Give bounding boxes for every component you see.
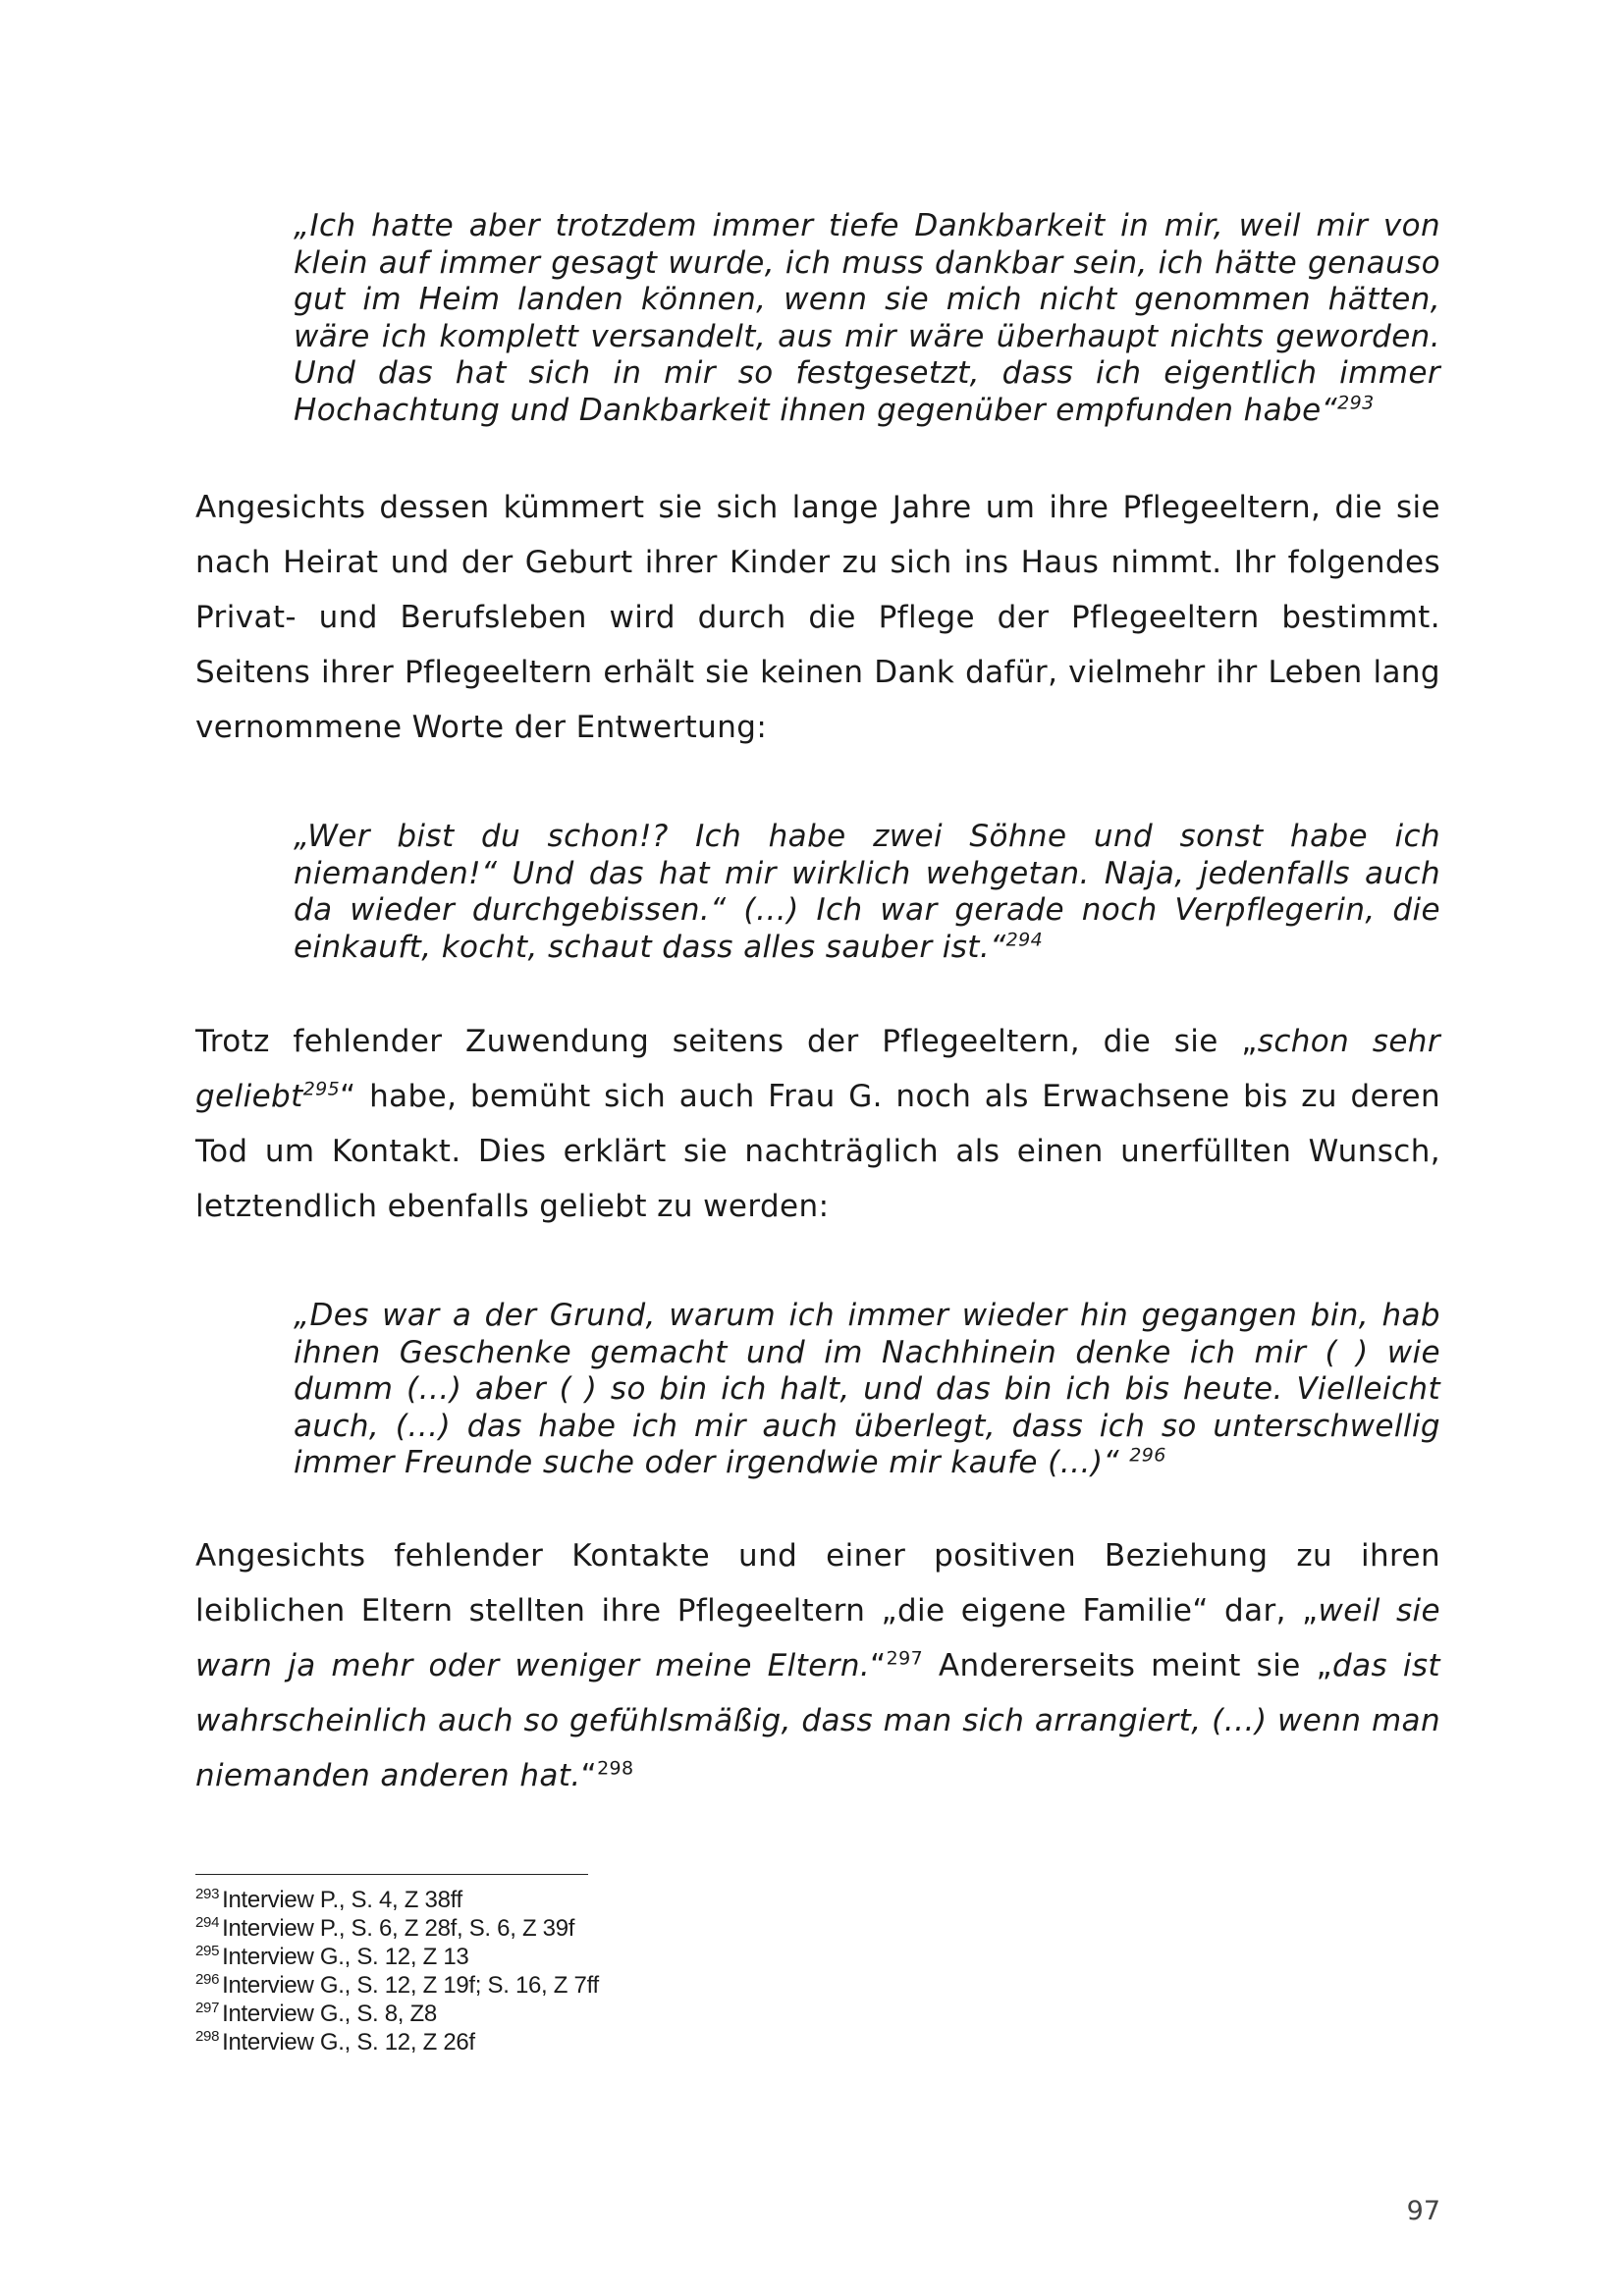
footnote-number: 297 <box>195 2000 220 2016</box>
paragraph-3-italic-quote-2: das ist wahrscheinlich auch so gefühlsmäßig, dass man sich arrangiert, (…) wenn man niemanden anderen hat. <box>195 1648 1440 1793</box>
footnote-number: 295 <box>195 1943 220 1959</box>
footnote-text: Interview G., S. 12, Z 19f; S. 16, Z 7ff <box>222 1972 599 1999</box>
footnote-298 <box>195 2028 599 2056</box>
footnotes-list <box>195 1886 599 2056</box>
body-paragraph-1 <box>195 480 1440 755</box>
block-quote-2 <box>294 819 1440 966</box>
footnote-297 <box>195 2000 599 2028</box>
footnote-text: Interview G., S. 12, Z 13 <box>222 1944 469 1970</box>
block-quote-1 <box>294 208 1440 429</box>
footnote-ref-295[interactable] <box>303 1079 340 1100</box>
footnote-number: 298 <box>195 2028 220 2045</box>
footnote-295 <box>195 1943 599 1971</box>
paragraph-3-italic-quote-1: weil sie warn ja mehr oder weniger meine Eltern. <box>195 1593 1440 1683</box>
footnote-294 <box>195 1914 599 1943</box>
body-paragraph-3 <box>195 1528 1440 1803</box>
paragraph-1-text: Angesichts dessen kümmert sie sich lange Jahre um ihre Pflegeeltern, die sie nach Heirat und der Geburt ihrer Kinder zu sich ins Haus nimmt. Ihr folgendes Privat- und Berufsleben wird durch die Pflege der Pflegeeltern bestimmt. Seitens ihrer Pflegeeltern erhält sie keinen Dank dafür, vielmehr ihr Leben lang vernommene Worte der Entwertung: <box>195 490 1440 745</box>
quote-1-text: „Ich hatte aber trotzdem immer tiefe Dankbarkeit in mir, weil mir von klein auf immer gesagt wurde, ich muss dankbar sein, ich hätte genauso gut im Heim landen können, wenn sie mich nicht genommen hätten, wäre ich komplett versandelt, aus mir wäre überhaupt nichts geworden. Und das hat sich in mir so festgesetzt, dass ich eigentlich immer Hochachtung und Dankbarkeit ihnen gegenüber empfunden habe“ <box>294 208 1440 428</box>
footnote-number: 293 <box>195 1886 220 1902</box>
footnote-number: 294 <box>195 1914 220 1931</box>
footnote-text: Interview P., S. 6, Z 28f, S. 6, Z 39f <box>222 1915 575 1942</box>
quote-2-text: „Wer bist du schon!? Ich habe zwei Söhne und sonst habe ich niemanden!“ Und das hat mir wirklich wehgetan. Naja, jedenfalls auch da wieder durchgebissen.“ (…) Ich war gerade noch Verpflegerin, die einkauft, kocht, schaut dass alles sauber ist.“ <box>294 819 1440 965</box>
footnote-text: Interview G., S. 8, Z8 <box>222 2001 437 2027</box>
paragraph-3-text-a: Angesichts fehlender Kontakte und einer positiven Beziehung zu ihren leiblichen Eltern stellten ihre Pflegeeltern „die eigene Familie“ dar, „ <box>195 1538 1440 1629</box>
quote-3-text: „Des war a der Grund, warum ich immer wieder hin gegangen bin, hab ihnen Geschenke gemacht und im Nachhinein denke ich mir ( ) wie dumm (…) aber ( ) so bin ich halt, und das bin ich bis heute. Vielleicht auch, (…) das habe ich mir auch überlegt, dass ich so unterschwellig immer Freunde suche oder irgendwie mir kaufe (…)“ <box>294 1298 1440 1480</box>
paragraph-3-close-quote-1: “ <box>870 1648 887 1683</box>
block-quote-3 <box>294 1298 1440 1482</box>
paragraph-3-close-quote-2: “ <box>580 1758 598 1793</box>
footnote-ref-296[interactable]: 296 <box>1129 1444 1166 1467</box>
paragraph-2-text-b: “ habe, bemüht sich auch Frau G. noch als Erwachsene bis zu deren Tod um Kontakt. Dies erklärt sie nachträglich als einen unerfüllten Wunsch, letztendlich ebenfalls geliebt zu werden: <box>195 1079 1440 1224</box>
footnote-ref-293[interactable]: 293 <box>1337 392 1375 414</box>
footnote-number: 296 <box>195 1971 220 1988</box>
footnote-ref-294[interactable]: 294 <box>1005 929 1044 951</box>
footnote-separator <box>195 1874 588 1875</box>
footnote-ref-297[interactable]: 297 <box>886 1647 924 1670</box>
footnote-ref-295-label: 295 <box>302 1078 341 1100</box>
page-number: 97 <box>1406 2196 1440 2226</box>
footnote-text: Interview G., S. 12, Z 26f <box>222 2029 475 2056</box>
footnote-296 <box>195 1971 599 2000</box>
paragraph-2-text-a: Trotz fehlender Zuwendung seitens der Pflegeeltern, die sie „ <box>195 1024 1258 1059</box>
footnote-text: Interview P., S. 4, Z 38ff <box>222 1887 462 1913</box>
paragraph-2-italic-quote: schon sehr geliebt <box>195 1024 1440 1114</box>
footnote-ref-298[interactable]: 298 <box>597 1757 634 1780</box>
footnote-293 <box>195 1886 599 1914</box>
body-paragraph-2 <box>195 1014 1440 1234</box>
paragraph-3-text-b: Andererseits meint sie „ <box>923 1648 1333 1683</box>
